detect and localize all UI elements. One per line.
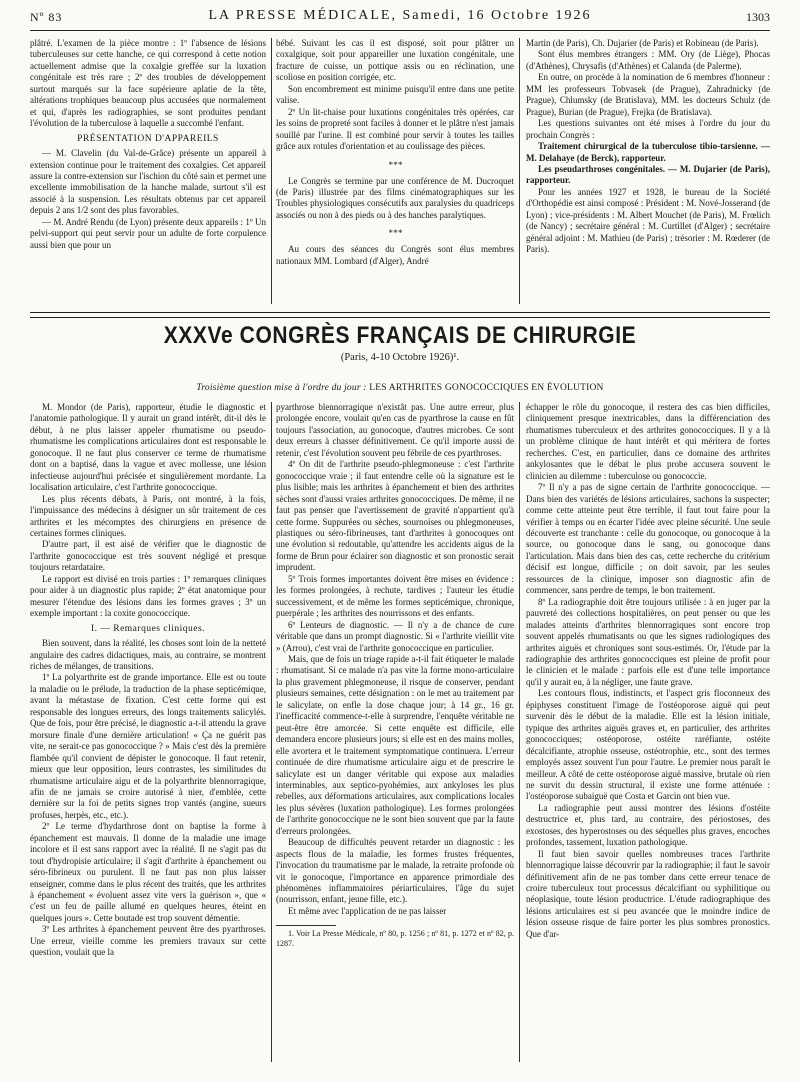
paragraph: Bien souvent, dans la réalité, les choses sont loin de la netteté angulaire des cadres didactiques, mais, au contraire, se montrent riches de mélanges, de transitions.	[30, 638, 266, 671]
top-column-3	[526, 38, 770, 256]
paragraph: Beaucoup de difficultés peuvent retarder un diagnostic : les aspects flous de la maladie, les formes frustes fréquentes, l'invocation du traumatisme par le malade, la retraite profonde où vit le gonocoque, l'importance en apparence primordiale des phénomènes inflammatoires périarticulaires, l'âge du sujet (nourrisson, enfant, jeune fille, etc.).	[276, 837, 514, 905]
paragraph: Au cours des séances du Congrès sont élus membres nationaux MM. Lombard (d'Alger), André	[276, 244, 514, 266]
paragraph: — M. Clavelin (du Val-de-Grâce) présente un appareil à extension continue pour le traitement des coxalgies. Cet appareil assure la contre-extension sur l'ischion du côté sain et permet une excellente immobilisation de la hanche malade, surtout s'il est associé à la suspension. Les résultats obtenus par cet appareil depuis 2 ans 1/2 sont des plus favorables.	[30, 148, 266, 216]
paragraph: Sont élus membres étrangers : MM. Ory (de Liège), Phocas (d'Athènes), Chrysafis (d'Athènes) et Calanda (de Palerme).	[526, 49, 770, 71]
paragraph: Mais, que de fois un triage rapide a-t-il fait étiqueter le malade : rhumatisant. Si ce malade n'a pas vite la forme mono-articulaire la plus gravement phlegmoneuse, il risque de conserver, pendant plusieurs semaines, cette désignation : on le met au traitement par le salicylate, on enfle la dose chaque jour; à 14 gr., 16 gr. l'inefficacité commence-t-elle à surprendre, l'enquête véritable ne peut-être être amorcée. Si cette enquête est difficile, elle demandera encore plusieurs jours; si elle est en des mains molles, elle avortera et le traitement symptomatique continuera. L'erreur continuée de dire rhumatisme articulaire aigu et de prescrire le salicylate est un danger véritable qui expose aux maladies interminables, aux septico-pyohémies, aux ankyloses les plus rebelles, aux déformations articulaires, aux complications locales les plus sévères (luxation pathologique). Les formes prolongées de l'arthrite gonococcique ne le sont bien souvent que par la faute d'erreurs prolongées.	[276, 653, 514, 836]
paragraph: Les contours flous, indistincts, et l'aspect gris floconneux des épiphyses constituent l'image de l'ostéoporose aiguë qui peut survenir dès le début de la maladie. Elle est la lésion initiale, typique des arthrites aiguës graves et, en particulier, des arthrites gonococciques; ostéoporose, ostéite raréfiante, ostéite décalcifiante, atrophie osseuse, ostéotrophie, etc., sont des termes employés assez souvent l'un pour l'autre. Le premier nous paraît le meilleur. A côté de cette ostéoporose aiguë massive, brutale où rien ne survit du dessin structural, il existe une forme atténuée : l'ostéoporose subaiguë que Costa et Garcin ont bien vue.	[526, 688, 770, 802]
question-line	[0, 383, 800, 393]
section-heading: PRÉSENTATION D'APPAREILS	[77, 133, 219, 144]
paragraph: Les pseudarthroses congénitales. — M. Dujarier (de Paris), rapporteur.	[526, 163, 770, 186]
paragraph: En outre, on procède à la nomination de 6 membres d'honneur : MM les professeurs Tobvasek (de Prague), Zahradnicky (de Prague), Chlumsky (de Bratislava), MM. les docteurs Schulz (de Prague), Burian (de Prague), Frejka (de Bratislava).	[526, 72, 770, 117]
column-divider	[271, 402, 272, 1062]
paragraph: Pour les années 1927 et 1928, le bureau de la Société d'Orthopédie est ainsi composé : Président : M. Nové-Josserand (de Lyon) ; vice-présidents : M. Albert Mouchet (de Paris), M. Frœlich (de Nancy) ; secrétaire général : M. Curtillet (d'Alger) ; secrétaire général adjoint : M. Mathieu (de Paris) ; trésorier : M. Rœderer (de Paris).	[526, 186, 770, 255]
paragraph: 4º On dit de l'arthrite pseudo-phlegmoneuse : c'est l'arthrite gonococcique vraie ; il faut entendre celle où la signature est le plus lisible; mais les arthrites à épanchement et bien des arthrites sèches sont d'aussi vraies arthrites gonococciques. De même, il ne faut pas penser que l'avertissement de gravité n'appartient qu'à cette forme. Suppurées ou sèches, sournoises ou phlegmoneuses, plastiques ou séro-fibrineuses, tant d'arthrites à gonocoques ont une évolution si redoutable, qu'attendre les accidents aigus de la forme de Brun pour éclairer son diagnostic et son pronostic serait imprudent.	[276, 459, 514, 573]
page-number: 1303	[746, 10, 770, 24]
section-heading: I. — Remarques cliniques.	[90, 623, 206, 634]
top-column-2	[276, 38, 514, 267]
paragraph: Il faut bien savoir quelles nombreuses traces l'arthrite blennorragique laisse découvrir par la radiographie; il faut le savoir définitivement afin de ne pas tomber dans cette erreur tenace de croire tuberculeux tout processus décalcifiant ou syphilitique ou néoplasique, toute lésion productrice. L'étude radiographique des lésions articulaires est si peu avancée que le moindre indice de lésion osseuse risque de faire porter les plus sombres pronostics. Que d'ar-	[526, 848, 770, 939]
question-topic: LES ARTHRITES GONOCOCCIQUES EN ÉVOLUTION	[369, 383, 604, 393]
paragraph: Les questions suivantes ont été mises à l'ordre du jour du prochain Congrès :	[526, 118, 770, 140]
paragraph: pyarthrose blennorragique n'existât pas. Une autre erreur, plus prolongée encore, voulait qu'en cas de pyarthrose la cause en fût toujours l'association, au gonocoque, d'autres microbes. Ce sont deux erreurs à chasser définitivement. Ce qu'il importe aussi de retenir, c'est l'évolution souvent peu fébrile de ces pyarthroses.	[276, 402, 514, 458]
header-rule	[30, 30, 770, 31]
bottom-column-1	[30, 402, 266, 959]
bottom-column-2	[276, 402, 514, 949]
paragraph: Son encombrement est minime puisqu'il entre dans une petite valise.	[276, 83, 514, 106]
question-label: Troisième question mise à l'ordre du jour :	[196, 383, 367, 393]
section-rule	[30, 312, 770, 318]
congress-subtitle: (Paris, 4-10 Octobre 1926)¹.	[340, 352, 460, 363]
paragraph: D'autre part, il est aisé de vérifier que le diagnostic de l'arthrite gonococcique est très souvent négligé et presque toujours retardataire.	[30, 539, 266, 573]
column-divider	[271, 38, 272, 304]
column-divider	[519, 38, 520, 304]
section-separator-stars: * * *	[388, 159, 402, 170]
paragraph: 2º Le terme d'hydarthrose dont on baptise la forme à épanchement est mauvais. Il donne de la maladie une image incolore et il est sans rapport avec la réalité. Il ne s'agit pas du tout d'hydropisie articulaire; il s'agit d'arthrite à épanchement ou séro-fibrineux ou purulent. Il ne faut pas non plus laisser enseigner, comme dans le plus récent des traités, que les arthrites à épanchement « évoluent assez vite vers la guérison », que « c'est un feu de paille allumé en quelques heures, éteint en quelques jours ». Cette boutade est trop souvent démentie.	[30, 821, 266, 923]
paragraph: La radiographie peut aussi montrer des lésions d'ostéite destructrice et, plus tard, au contraire, des périostoses, des exostoses, des hyperostoses ou des séquelles plus graves, encoches profondes, tassement, luxation pathologique.	[526, 802, 770, 848]
footnote: 1. Voir La Presse Médicale, nº 80, p. 1256 ; nº 81, p. 1272 et nº 82, p. 1287.	[276, 929, 514, 949]
top-column-1	[30, 38, 266, 251]
column-divider	[519, 402, 520, 1062]
paragraph: Et même avec l'application de ne pas laisser	[288, 905, 447, 916]
journal-title: LA PRESSE MÉDICALE, Samedi, 16 Octobre 1926	[208, 8, 592, 23]
paragraph: Le Congrès se termine par une conférence de M. Ducroquet (de Paris) illustrée par des films cinématographiques sur les Troubles physiologiques consécutifs aux paralysies du quadriceps associés ou non à des pieds ou à des hanches paralytiques.	[276, 175, 514, 220]
paragraph: 6º Lenteurs de diagnostic. — Il n'y a de chance de cure véritable que dans un prompt diagnostic. Si « l'arthrite vieillit vite » (Arrou), c'est vrai de l'arthrite gonococcique en particulier.	[276, 619, 514, 653]
paragraph: — M. André Rendu (de Lyon) présente deux appareils : 1º Un pelvi-support qui peut servir pour un adulte de forte corpulence aussi bien que pour un	[30, 216, 266, 250]
paragraph: plâtré. L'examen de la pièce montre : 1º l'absence de lésions tuberculeuses sur cette hanche, ce qui correspond à cette notion actuellement admise que la coxalgie greffée sur la luxation congénitale est très rare ; 2º des troubles de développement surtout marqués sur la face supérieure aplatie de la tête, altérations trophiques beaucoup plus accusées que normalement et qui, d'après les radiographies, se sont produites pendant l'évolution de la tuberculose à laquelle a succombé l'enfant.	[30, 38, 266, 129]
paragraph: 1º La polyarthrite est de grande importance. Elle est ou toute la maladie ou le prélude, la traduction de la phase septicémique, avant la métastase de fixation. C'est cette forme qui est responsable des longues erreurs, des longs traitements salicylés. Que de fois, pour être précisé, le diagnostic a-t-il attendu la grave morsure finale d'une dernière articulation! « Ça ne guérit pas vite, ne serait-ce pas gonococcique ? » Mais c'est dès la première flambée qu'il convient de dépister le gonocoque. Il faut retenir, mieux que leur opposition, leurs contrastes, les similitudes du rhumatisme articulaire aigu et de la polyarthrite blennorragique, afin de ne jamais se croire autorisé à nier, d'emblée, cette dernière sur la foi de petits signes trop vantés (angine, sueurs profuses, herpès, etc., etc.).	[30, 672, 266, 820]
page-header	[30, 6, 770, 30]
paragraph: Les plus récents débats, à Paris, ont montré, à la fois, l'impuissance des médecins à désigner un sûr traitement de ces arthrites et les mécomptes des chirurgiens en présence de certaines formes cliniques.	[30, 493, 266, 538]
paragraph: 8º La radiographie doit être toujours utilisée : à en juger par la pauvreté des collections hospitalières, on peut penser ou que les malades atteints d'arthrites blennorragiques sont encore trop souvent appelés rhumatisants ou que les signes radiologiques des arthrites aiguës et chroniques sont sous-estimés. Or, l'étude par la radiographie des arthrites gonococciques est pleine de profit pour le clinicien et le malade : parfois elle est d'une telle importance qu'il y aurait eu, à la négliger, une faute grave.	[526, 596, 770, 687]
paragraph: M. Mondor (de Paris), rapporteur, étudie le diagnostic et l'anatomie pathologique. Il y aurait un grand intérêt, dit-il dès le début, à ne plus laisser appeler rhumatisme ou pseudo-rhumatisme les complications articulaires dont est responsable le gonocoque. Il ne faut plus conserver ce terme de rhumatisme dont on a baptisé, dans la vague et avec mollesse, une lésion infectieuse aujourd'hui précisée et singulièrement mordante. La localisation articulaire, c'est l'arthrite gonococcique.	[30, 402, 266, 493]
paragraph: 2º Un lit-chaise pour luxations congénitales très opérées, car les soins de propreté sont faciles à donner et le plâtre n'est jamais souillé par l'urine. Il est combiné pour servir à toutes les tailles grâce aux rotules d'orientation et au coulissage des pièces.	[276, 106, 514, 152]
paragraph: Traitement chirurgical de la tuberculose tibio-tarsienne. — M. Delahaye (de Berck), rapporteur.	[526, 141, 770, 163]
issue-number: Nº 83	[30, 10, 63, 24]
paragraph: échapper le rôle du gonocoque, il restera des cas bien difficiles, cliniquement presque inextricables, dans la différenciation des rhumatismes tuberculeux et des arthrites gonococciques. Il y a là un problème clinique de haut intérêt et qui méritera de fortes recherches. C'est, en particulier, dans ce domaine des arthrites ankylosantes que le débat le plus probe accusera souvent le clinicien au dilemme : tuberculose ou gonococcie.	[526, 402, 770, 481]
paragraph: Le rapport est divisé en trois parties : 1º remarques cliniques pour aider à un diagnostic plus rapide; 2º état anatomique pour mesurer l'étendue des lésions dans les formes graves ; 3º un exemple important : la coxite gonococcique.	[30, 573, 266, 619]
paragraph: Martin (de Paris), Ch. Dujarier (de Paris) et Robineau (de Paris).	[526, 38, 759, 48]
paragraph: 5º Trois formes importantes doivent être mises en évidence : les formes prolongées, à rechute, tardives ; l'auteur les étudie successivement, et de même les formes septicémique, chronique, puerpérale ; les arthrites des nourrissons et des enfants.	[276, 573, 514, 619]
footnote-rule	[276, 925, 336, 926]
bottom-column-3	[526, 402, 770, 940]
paragraph: 3º Les arthrites à épanchement peuvent être des pyarthroses. Une erreur, vieille comme les premiers travaux sur cette question, voulait que la	[30, 924, 266, 958]
congress-title: XXXVe CONGRÈS FRANÇAIS DE CHIRURGIE	[163, 322, 637, 349]
paragraph: bébé. Suivant les cas il est disposé, soit pour plâtrer un coxalgique, soit pour appareiller une luxation congénitale, une fracture de cuisse, un pottique assis ou en réclination, une scoliose en position corrigée, etc.	[276, 38, 514, 83]
paragraph: 7º Il n'y a pas de signe certain de l'arthrite gonococcique. — Dans bien des variétés de lésions articulaires, sachons la suspecter; comme cette atteinte peut être terrible, il faut tout faire pour la vérifier à temps ou en écarter l'idée avec pleine sécurité. Une seule découverte est tranchante : celle du gonocoque, ou gonocoque à la source, ou gonocoque dans le sang, ou gonocoque dans l'articulation. Mais dans bien des cas, cette recherche du critérium décisif est longue, difficile ; on doit savoir, par les seules ressources de la clinique, imposer son diagnostic afin de commencer, sans perdre de temps, le bon traitement.	[526, 482, 770, 596]
section-separator-stars: * * *	[388, 228, 402, 239]
